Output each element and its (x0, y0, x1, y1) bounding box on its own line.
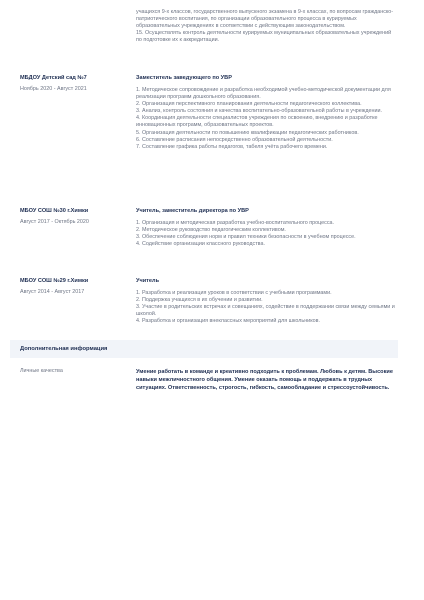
duty-item: 4. Содействие организации классного руководства. (136, 241, 265, 248)
duty-item: 4. Разработка и организация внеклассных мероприятий для школьников. (136, 318, 320, 325)
previous-job-duties-continuation (136, 9, 398, 44)
job-position: Заместитель заведующего по УВР (136, 75, 232, 81)
duty-item: учащихся 9-х классов, государственного выпускного экзамена в 9-х классах, по вопросам гражданско-патриотического воспитания, по организации образовательного процесса в курируемых образовательных учреждениях в соответствии с действующим законодательством. (136, 9, 394, 30)
personal-qualities-label: Личные качества (20, 368, 63, 374)
duty-item: 15. Осуществлять контроль деятельности курируемых муниципальных образовательных учреждений по подготовке их к аккредитации. (136, 30, 392, 44)
duty-item: 2. Методическое руководство педагогическим коллективом. (136, 227, 286, 234)
personal-qualities-text: Умение работать в команде и креативно подходить к проблемам. Любовь к детям. Высокие навыки межличностного общения. Умение оказать помощь и поддержать в трудных ситуациях. Ответственность, строгость, гибкость, самообладание и стрессоустойчивость. (136, 369, 393, 392)
job-period: Август 2014 - Август 2017 (20, 289, 85, 295)
job-duties (136, 87, 398, 151)
duty-item: 3. Участие в родительских встречах и совещаниях, содействие в поддержании связи между семьями и школой. (136, 304, 395, 318)
duty-item: 7. Составление графика работы педагогов, табеля учёта рабочего времени. (136, 143, 328, 150)
duty-item: 3. Анализ, контроль состояния и качества воспитательно-образовательной работы в учреждении. (136, 108, 382, 115)
job-position: Учитель (136, 278, 160, 284)
job-organization: МБОУ СОШ №30 г.Химки (20, 208, 89, 214)
job-organization: МБДОУ Детский сад №7 (20, 75, 87, 81)
job-duties (136, 290, 398, 325)
duty-item: 1. Разработка и реализация уроков в соответствии с учебными программами. (136, 290, 332, 296)
additional-info-section-header: Дополнительная информация (10, 340, 398, 358)
duty-item: 4. Координация деятельности специалистов учреждения по освоению, внедрению и разработке инновационных программ, образовательных проектов. (136, 115, 378, 129)
job-period: Ноябрь 2020 - Август 2021 (20, 86, 87, 92)
duty-item: 5. Организация деятельности по повышению квалификации педагогических работников. (136, 129, 359, 136)
job-duties (136, 220, 398, 248)
duty-item: 2. Поддержка учащихся в их обучении и развитии. (136, 297, 263, 304)
job-period: Август 2017 - Октябрь 2020 (20, 219, 89, 225)
duty-item: 2. Организация перспективного планирования деятельности педагогического коллектива. (136, 101, 362, 108)
job-organization: МБОУ СОШ №29 г.Химки (20, 278, 89, 284)
duty-item: 3. Обеспечение соблюдения норм и правил техники безопасности в учебном процессе. (136, 234, 356, 241)
duty-item: 6. Составление расписания непосредственно образовательной деятельности. (136, 136, 333, 143)
duty-item: 1. Организация и методическая разработка учебно-воспитательного процесса. (136, 220, 335, 226)
job-position: Учитель, заместитель директора по УВР (136, 208, 249, 214)
duty-item: 1. Методическое сопровождение и разработка необходимой учебно-методической документации для реализации программ дошкольного образования. (136, 87, 391, 101)
